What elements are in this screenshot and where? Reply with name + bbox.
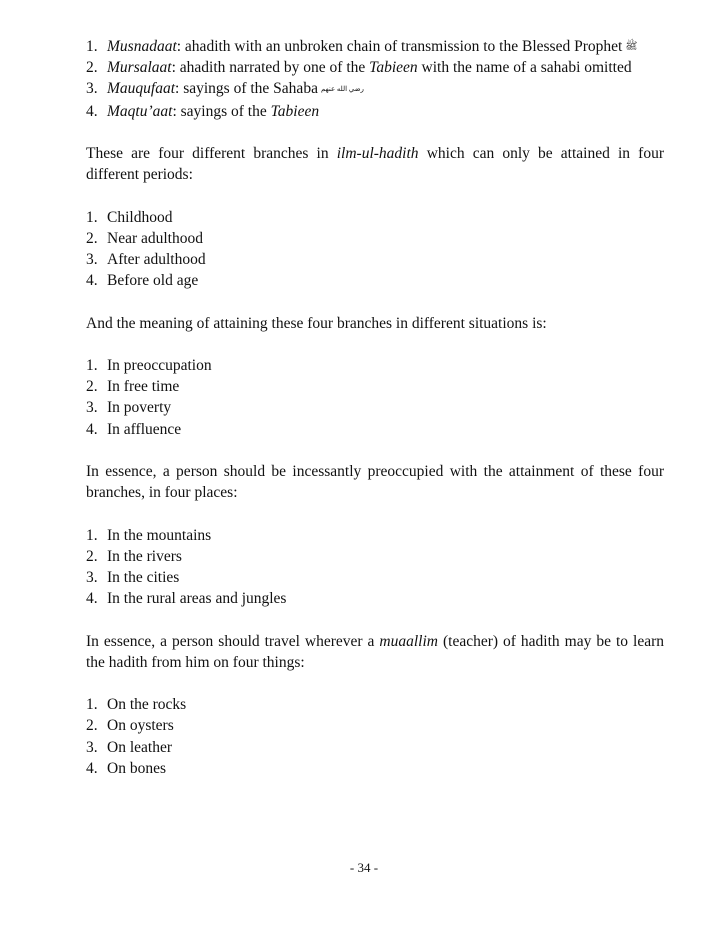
item-text: On bones (107, 759, 166, 777)
spacer (86, 503, 664, 524)
list-item (86, 228, 664, 249)
list-item (86, 101, 664, 122)
item-number: 1. (86, 526, 98, 544)
item-number: 3. (86, 80, 98, 98)
term: Musnadaat (107, 38, 177, 55)
definition: : sayings of the (172, 102, 271, 120)
item-text: Before old age (107, 272, 199, 290)
list-item (86, 694, 664, 715)
paragraph: In essence, a person should be incessantly preoccupied with the attainment of these four branches, in four places: (86, 462, 664, 502)
list-item (86, 355, 664, 376)
item-number: 3. (86, 568, 98, 586)
item-text: In the mountains (107, 526, 212, 544)
item-text (107, 57, 632, 78)
term: Maqtu’aat (107, 102, 173, 120)
item-number: 3. (86, 251, 98, 268)
page-number: - 34 - (349, 860, 379, 875)
text: In essence, a person should travel wherever a (86, 632, 380, 650)
spacer (86, 291, 664, 312)
spacer (86, 334, 664, 355)
item-number: 2. (86, 59, 98, 77)
item-text: On oysters (107, 717, 174, 735)
spacer (86, 673, 664, 694)
item-text: In preoccupation (107, 356, 212, 374)
list-item (86, 737, 664, 758)
list-item (86, 270, 664, 291)
spacer (86, 185, 664, 206)
paragraph (86, 143, 664, 185)
emphasis: Tabieen (369, 59, 418, 77)
item-text: In the rural areas and jungles (107, 590, 287, 608)
text: (teacher) of hadith may be to learn the hadith from him on four things: (86, 632, 664, 671)
page-content (86, 36, 664, 779)
item-text: In poverty (107, 399, 172, 417)
item-text: In free time (107, 378, 180, 396)
list-item (86, 419, 664, 440)
emphasis: ilm-ul-hadith (336, 145, 419, 162)
spacer (86, 440, 664, 461)
item-number: 4. (86, 102, 98, 120)
definition: : sayings of the Sahaba (175, 80, 318, 98)
list-item (86, 36, 664, 57)
list-item (86, 588, 664, 609)
hadith-types-list (86, 36, 664, 122)
item-number: 1. (86, 208, 98, 226)
list-item (86, 78, 664, 100)
paragraph: And the meaning of attaining these four branches in different situations is: (86, 314, 547, 332)
spacer (86, 609, 664, 630)
emphasis: muaallim (379, 632, 438, 650)
item-text (107, 101, 319, 122)
definition: with the name of a sahabi omitted (417, 59, 632, 77)
definition: : ahadith narrated by one of the (171, 59, 370, 77)
item-text: Childhood (107, 208, 173, 226)
periods-list (86, 207, 664, 292)
text: These are four different branches in (86, 145, 337, 162)
item-number: 4. (86, 590, 98, 608)
honorific-icon: ﷺ (625, 41, 638, 52)
item-number: 2. (86, 717, 98, 735)
item-text: After adulthood (107, 251, 206, 268)
honorific-icon: رضي الله عنهم (320, 85, 364, 94)
list-item (86, 249, 664, 270)
item-text: Near adulthood (107, 229, 203, 247)
item-number: 3. (86, 399, 98, 417)
spacer (86, 122, 664, 143)
emphasis: Tabieen (270, 102, 320, 120)
item-number: 1. (86, 696, 98, 714)
item-text (107, 36, 637, 57)
list-item (86, 758, 664, 779)
list-item (86, 397, 664, 418)
item-number: 1. (86, 38, 98, 55)
list-item (86, 546, 664, 567)
list-item (86, 376, 664, 397)
item-number: 4. (86, 272, 98, 290)
text: which can only be attained in four different periods: (86, 145, 664, 184)
list-item (86, 567, 664, 588)
item-number: 4. (86, 759, 98, 777)
item-number: 4. (86, 420, 98, 438)
term: Mauqufaat (107, 80, 176, 98)
list-item (86, 57, 664, 78)
item-number: 3. (86, 738, 98, 756)
places-list (86, 525, 664, 610)
item-text: On the rocks (107, 696, 187, 714)
list-item (86, 207, 664, 228)
materials-list (86, 694, 664, 779)
item-text: On leather (107, 738, 172, 756)
list-item (86, 525, 664, 546)
item-number: 2. (86, 229, 98, 247)
term: Mursalaat (107, 59, 172, 77)
paragraph (86, 631, 664, 673)
definition: : ahadith with an unbroken chain of transmission to the Blessed Prophet (176, 38, 623, 55)
item-text: In affluence (107, 420, 182, 438)
item-number: 2. (86, 547, 98, 565)
situations-list (86, 355, 664, 440)
list-item (86, 715, 664, 736)
item-text: In the rivers (107, 547, 182, 565)
item-number: 1. (86, 356, 98, 374)
item-text (107, 78, 364, 100)
item-text: In the cities (107, 568, 180, 586)
item-number: 2. (86, 378, 98, 396)
